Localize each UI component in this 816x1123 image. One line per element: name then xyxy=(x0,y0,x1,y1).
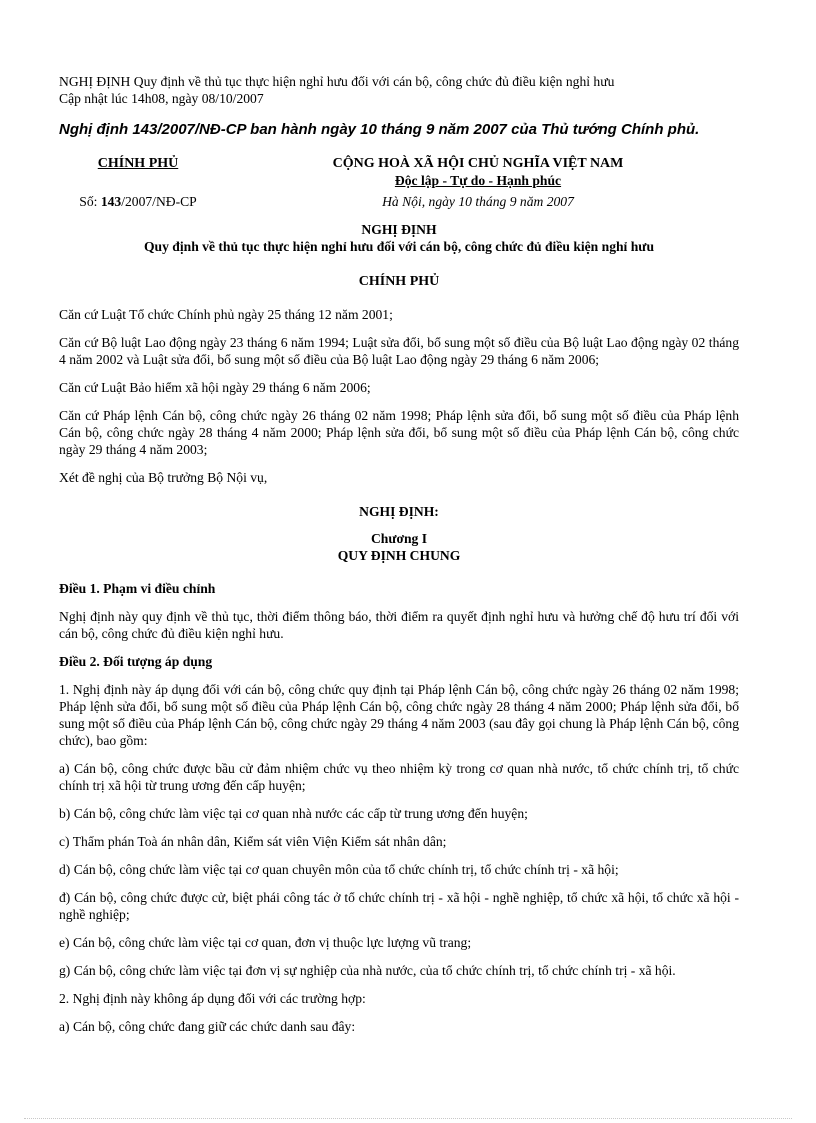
article-2-item-d: d) Cán bộ, công chức làm việc tại cơ quan chuyên môn của tổ chức chính trị, tổ chức chính trị - xã hội; xyxy=(59,862,619,877)
document-type: NGHỊ ĐỊNH xyxy=(361,222,437,237)
article-2-clause-1: 1. Nghị định này áp dụng đối với cán bộ, công chức quy định tại Pháp lệnh Cán bộ, công chức ngày 26 tháng 02 năm 1998; Pháp lệnh sửa đổi, bổ sung một số điều của Pháp lệnh Cán bộ, công chức ngày 28 tháng 4 năm 2000; Pháp lệnh sửa đổi, bổ sung một số điều của Pháp lệnh Cán bộ, công chức ngày 29 tháng 4 năm 2003 (sau đây gọi chung là Pháp lệnh Cán bộ, công chức), bao gồm: xyxy=(59,682,739,748)
article-2-item-g: g) Cán bộ, công chức làm việc tại đơn vị sự nghiệp của nhà nước, của tổ chức chính trị, tổ chức chính trị - xã hội. xyxy=(59,963,676,978)
document-number: Số: 143/2007/NĐ-CP xyxy=(79,194,197,209)
issuer-heading: CHÍNH PHỦ xyxy=(358,274,440,289)
nation-name: CỘNG HOÀ XÃ HỘI CHỦ NGHĨA VIỆT NAM xyxy=(332,156,624,171)
article-1-text: Nghị định này quy định về thủ tục, thời điểm thông báo, thời điểm ra quyết định nghỉ hưu và hưởng chế độ hưu trí đối với cán bộ, công chức đủ điều kiện nghỉ hưu. xyxy=(59,609,739,641)
issuing-agency: CHÍNH PHỦ xyxy=(97,156,179,171)
article-2-title: Điều 2. Đối tượng áp dụng xyxy=(59,654,213,669)
chapter-title: QUY ĐỊNH CHUNG xyxy=(337,548,461,563)
place-date: Hà Nội, ngày 10 tháng 9 năm 2007 xyxy=(382,194,574,209)
article-2-item-a: a) Cán bộ, công chức được bầu cử đảm nhiệm chức vụ theo nhiệm kỳ trong cơ quan nhà nước, tổ chức chính trị, tổ chức chính trị xã hội từ trung ương đến cấp huyện; xyxy=(59,761,739,793)
preamble-1: Căn cứ Luật Tổ chức Chính phủ ngày 25 tháng 12 năm 2001; xyxy=(59,307,393,322)
document-summary: Quy định về thủ tục thực hiện nghỉ hưu đối với cán bộ, công chức đủ điều kiện nghỉ hưu xyxy=(143,239,655,254)
document-subtitle: Nghị định 143/2007/NĐ-CP ban hành ngày 10 tháng 9 năm 2007 của Thủ tướng Chính phủ. xyxy=(59,121,700,138)
page-bottom-divider xyxy=(24,1118,792,1119)
article-2-clause-2: 2. Nghị định này không áp dụng đối với các trường hợp: xyxy=(59,991,366,1006)
article-2-item-b: b) Cán bộ, công chức làm việc tại cơ quan nhà nước các cấp từ trung ương đến huyện; xyxy=(59,806,528,821)
preamble-4: Căn cứ Pháp lệnh Cán bộ, công chức ngày 26 tháng 02 năm 1998; Pháp lệnh sửa đổi, bổ sung một số điều của Pháp lệnh Cán bộ, công chức ngày 28 tháng 4 năm 2000; Pháp lệnh sửa đổi, bổ sung một số điều của Pháp lệnh Cán bộ, công chức ngày 29 tháng 4 năm 2003; xyxy=(59,408,739,457)
update-timestamp: Cập nhật lúc 14h08, ngày 08/10/2007 xyxy=(59,91,264,106)
preamble-5: Xét đề nghị của Bộ trưởng Bộ Nội vụ, xyxy=(59,470,268,485)
article-2-item-e: e) Cán bộ, công chức làm việc tại cơ quan, đơn vị thuộc lực lượng vũ trang; xyxy=(59,935,472,950)
document-title-line: NGHỊ ĐỊNH Quy định về thủ tục thực hiện nghỉ hưu đối với cán bộ, công chức đủ điều kiện nghỉ hưu xyxy=(59,74,615,89)
article-2-item-dd: đ) Cán bộ, công chức được cử, biệt phái công tác ở tổ chức chính trị - xã hội - nghề nghiệp, tổ chức xã hội, tổ chức xã hội - nghề nghiệp; xyxy=(59,890,739,922)
document-page xyxy=(59,73,739,1035)
article-2-item-c: c) Thẩm phán Toà án nhân dân, Kiểm sát viên Viện Kiểm sát nhân dân; xyxy=(59,834,447,849)
chapter-number: Chương I xyxy=(370,531,428,546)
letterhead xyxy=(59,155,739,189)
decree-heading: NGHỊ ĐỊNH: xyxy=(359,504,439,519)
article-2-clause-2-a: a) Cán bộ, công chức đang giữ các chức danh sau đây: xyxy=(59,1019,356,1034)
article-1-title: Điều 1. Phạm vi điều chỉnh xyxy=(59,581,216,596)
preamble-2: Căn cứ Bộ luật Lao động ngày 23 tháng 6 năm 1994; Luật sửa đổi, bổ sung một số điều của Bộ luật Lao động ngày 02 tháng 4 năm 2002 và Luật sửa đổi, bổ sung một số điều của Bộ luật Lao động ngày 29 tháng 6 năm 2006; xyxy=(59,335,739,367)
preamble-3: Căn cứ Luật Bảo hiểm xã hội ngày 29 tháng 6 năm 2006; xyxy=(59,380,371,395)
number-date-row xyxy=(59,193,739,210)
national-motto: Độc lập - Tự do - Hạnh phúc xyxy=(394,173,562,188)
